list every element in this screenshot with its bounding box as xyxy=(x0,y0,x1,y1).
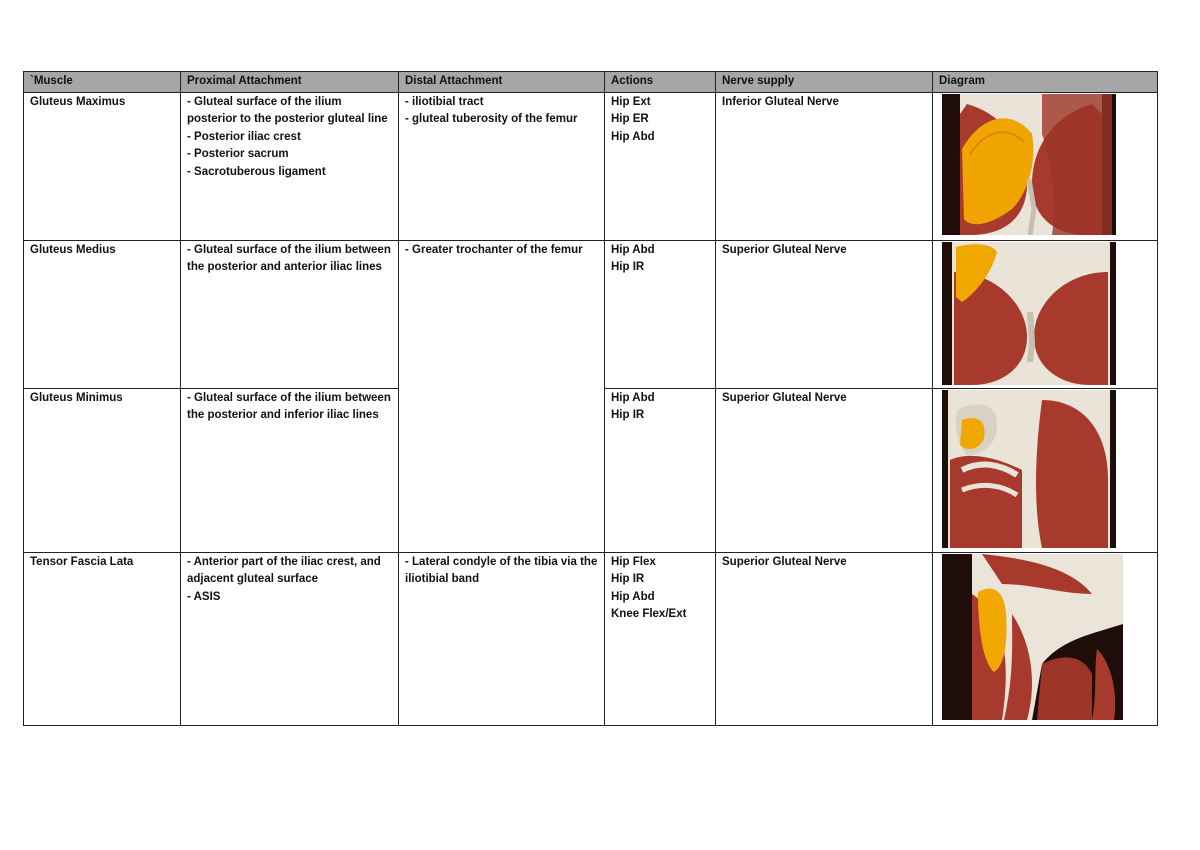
diagram-cell xyxy=(933,552,1158,725)
header-nerve: Nerve supply xyxy=(716,72,933,93)
muscle-name: Gluteus Medius xyxy=(24,240,181,388)
distal-attachment xyxy=(399,240,605,552)
table-row xyxy=(24,552,1158,725)
nerve-supply: Superior Gluteal Nerve xyxy=(716,388,933,552)
anatomy-illustration-icon xyxy=(942,242,1116,385)
action-item: Hip Abd xyxy=(611,590,655,603)
action-item: Hip Abd xyxy=(611,243,655,256)
proximal-attachment xyxy=(181,240,399,388)
action-item: Hip ER xyxy=(611,113,649,125)
table-row xyxy=(24,92,1158,240)
proximal-attachment xyxy=(181,552,399,725)
tensor-fascia-lata-diagram xyxy=(942,554,1123,720)
header-muscle: `Muscle xyxy=(24,72,181,93)
header-proximal: Proximal Attachment xyxy=(181,72,399,93)
proximal-line: - Gluteal surface of the ilium between the posterior and inferior iliac lines xyxy=(187,391,395,421)
nerve-supply: Superior Gluteal Nerve xyxy=(716,240,933,388)
proximal-line: - Posterior sacrum xyxy=(187,148,289,160)
proximal-line: - Gluteal surface of the ilium posterior to the posterior gluteal line xyxy=(187,95,388,125)
action-item: Hip Flex xyxy=(611,555,656,568)
anatomy-illustration-icon xyxy=(942,390,1116,548)
action-item: Hip Abd xyxy=(611,130,655,143)
proximal-line: - Anterior part of the iliac crest, and adjacent gluteal surface xyxy=(187,555,385,585)
header-actions: Actions xyxy=(605,72,716,93)
distal-line: - gluteal tuberosity of the femur xyxy=(405,113,578,125)
action-item: Hip Ext xyxy=(611,95,651,108)
gluteus-medius-diagram xyxy=(942,242,1116,385)
diagram-cell xyxy=(933,388,1158,552)
anatomy-illustration-icon xyxy=(942,554,1123,720)
diagram-cell xyxy=(933,240,1158,388)
actions xyxy=(605,388,716,552)
proximal-line: - Gluteal surface of the ilium between the posterior and anterior iliac lines xyxy=(187,243,395,273)
muscle-name: Gluteus Minimus xyxy=(24,388,181,552)
nerve-supply: Inferior Gluteal Nerve xyxy=(716,92,933,240)
proximal-line: - ASIS xyxy=(187,590,221,603)
action-item: Hip IR xyxy=(611,261,645,273)
proximal-attachment xyxy=(181,388,399,552)
action-item: Hip IR xyxy=(611,409,645,421)
actions xyxy=(605,240,716,388)
distal-line: - Lateral condyle of the tibia via the iliotibial band xyxy=(405,555,601,585)
action-item: Hip Abd xyxy=(611,391,655,404)
diagram-cell xyxy=(933,92,1158,240)
muscle-table xyxy=(23,71,1158,726)
muscle-name: Gluteus Maximus xyxy=(24,92,181,240)
proximal-line: - Posterior iliac crest xyxy=(187,130,301,143)
proximal-line: - Sacrotuberous ligament xyxy=(187,165,326,178)
actions xyxy=(605,552,716,725)
header-diagram: Diagram xyxy=(933,72,1158,93)
distal-attachment xyxy=(399,552,605,725)
action-item: Knee Flex/Ext xyxy=(611,608,687,620)
distal-attachment xyxy=(399,92,605,240)
header-distal: Distal Attachment xyxy=(399,72,605,93)
action-item: Hip IR xyxy=(611,573,645,585)
gluteus-maximus-diagram xyxy=(942,94,1116,235)
muscle-name: Tensor Fascia Lata xyxy=(24,552,181,725)
actions xyxy=(605,92,716,240)
distal-line: - Greater trochanter of the femur xyxy=(405,243,583,256)
anatomy-illustration-icon xyxy=(942,94,1116,235)
table-row xyxy=(24,240,1158,388)
proximal-attachment xyxy=(181,92,399,240)
distal-line: - iliotibial tract xyxy=(405,95,484,108)
header-row xyxy=(24,72,1158,93)
nerve-supply: Superior Gluteal Nerve xyxy=(716,552,933,725)
gluteus-minimus-diagram xyxy=(942,390,1116,548)
